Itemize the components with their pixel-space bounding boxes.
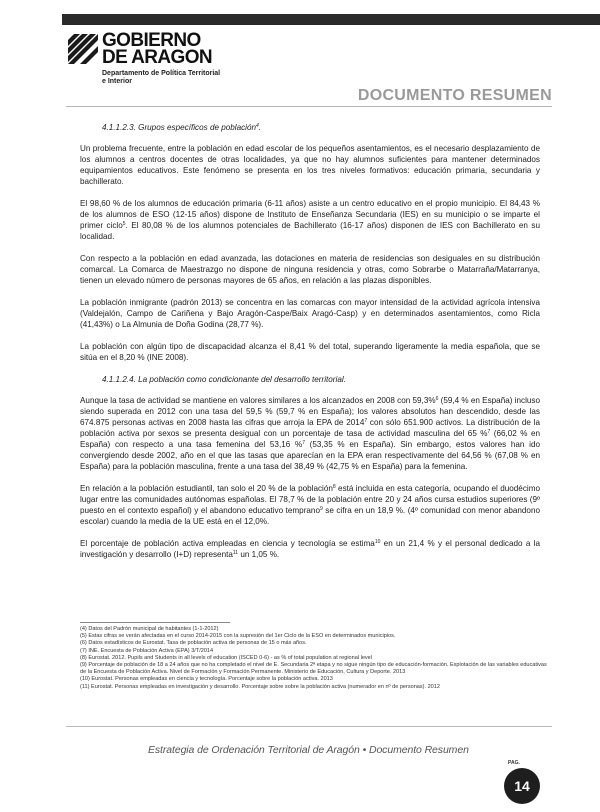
paragraph-disability: La población con algún tipo de discapacidad alcanza el 8,41 % del total, superando ligeramente la media española, que se sitúa en el 8,20 % (INE 2008). <box>80 342 540 362</box>
footer-title: Estrategia de Ordenación Territorial de Aragón • Documento Resumen <box>148 744 469 756</box>
footnote: (7) INE. Encuesta de Población Activa (EPA) 3/T/2014 <box>80 647 214 654</box>
footnote: (4) Datos del Padrón municipal de habitantes (1-1-2012) <box>80 626 219 632</box>
footnote-ref: 11 <box>232 550 239 556</box>
logo-title-line1: GOBIERNO <box>102 30 201 51</box>
paragraph-education-levels: El 98,60 % de los alumnos de educación primaria (6-11 años) asiste a un centro educativo en el propio municipio. El 84,43 % de los alumnos de ESO (12-15 años) dispone de Instituto de Enseñanza Secundaria (IES) en su municipio o se imparte el primer ciclo$^5$. El 80,08 % de los alumnos potenciales de Bachillerato (16-17 años) disponen de IES con Bachillerato en su localidad. <box>80 199 540 241</box>
logo-title-line2: DE ARAGON <box>102 47 213 68</box>
page-label: PAG. <box>508 760 520 766</box>
paragraph-immigrants: La población inmigrante (padrón 2013) se concentra en las comarcas con mayor intensidad de la actividad agrícola intensiva (Valdejalón, Campo de Cariñena y Bajo Aragón-Caspe/Baix Aragó-Casp) y en determinados asentamientos, como Ricla (41,43%) o La Almunia de Doña Godina (28,77 %). <box>80 298 540 329</box>
footnote: (10) Eurostat. Personas empleadas en ciencia y tecnología. Porcentaje sobre la población activa. 2013 <box>80 676 333 683</box>
footnote: (6) Datos estadísticos de Eurostat. Tasa de población activa de personas de 15 o más años. <box>80 640 307 647</box>
paragraph-elderly: Con respecto a la población en edad avanzada, las dotaciones en materia de residencias son desiguales en su distribución comarcal. La Comarca de Maestrazgo no dispone de ninguna residencia y otras, como Sobrarbe o Matarraña/Matarranya, tienen un elevado número de personas mayores de 65 años, en relación a las plazas disponibles. <box>80 254 540 285</box>
paragraph-activity-rate: Aunque la tasa de actividad se mantiene en valores similares a los alcanzados en 2008 con 59,3%$^6$ (59,4 % en España) incluso siendo superada en 2012 con una tasa del 59,5 % (59,7 % en España); los valores absolutos han descendido, desde las 674.875 personas activas en 2008 hasta las cifras que arroja la EPA de 2014$^7$ con sólo 651.900 activos. La distribución de la población activa por sexos se presenta desigual con un porcentaje de tasa de actividad masculina del 65 %$^7$ (66,02 % en España) con respecto a una tasa femenina del 53,16 %$^7$ (53,35 % en España). Sin embargo, estos valores han ido convergiendo desde 2002, año en el que las tasas que aparecían en la EPA eran respectivamente del 64,56 % (67,08 % en España) para la población masculina, frente a una tasa del 38,49 % (42,75 % en España) para la femenina. <box>80 396 540 471</box>
footnote-ref: 6 <box>435 396 439 402</box>
main-content <box>80 122 540 571</box>
footnote-ref: 8 <box>332 484 336 490</box>
footnote: (9) Porcentaje de población de 18 a 24 años que no ha completado el nivel de E. Secundaria 2ª etapa y no sigue ningún tipo de educación-formación. Explotación de las variables educativas de la Encuesta de Población Activa. Nivel de Formación y Formación Permanente. Ministerio de Educación, Cultura y Deporte. 2013 <box>80 662 547 676</box>
footnote-ref: 9 <box>319 506 323 512</box>
document-title: DOCUMENTO RESUMEN <box>357 87 552 104</box>
page-number: 14 <box>504 768 540 804</box>
logo-department-line1: Departamento de Política Territorial <box>102 70 221 77</box>
footnote: (8) Eurostat. 2012. Pupils and Students in all levels of education (ISCED 0-6) - as % of total population at regional level <box>80 654 372 661</box>
logo-department-line2: e Interior <box>102 78 132 85</box>
footnote-ref: 4 <box>256 123 259 129</box>
paragraph-science-tech: El porcentaje de población activa empleadas en ciencia y tecnología se estima$^{10}$ en un 21,4 % y el personal dedicado a la investigación y desarrollo (I+D) representa$^{11}$ un 1,05 %. <box>80 539 540 559</box>
footnote: (5) Estas cifras se verán afectadas en el curso 2014-2015 con la supresión del 1er Ciclo de la ESO en determinados municipios. <box>80 633 396 640</box>
header-divider <box>66 106 552 107</box>
footnotes <box>80 626 550 691</box>
section-heading-development: 4.1.1.2.4. La población como condicionante del desarrollo territorial. <box>102 375 346 384</box>
footnote-divider <box>80 622 230 623</box>
aragon-emblem-icon <box>66 32 100 66</box>
paragraph-students: En relación a la población estudiantil, tan solo el 20 % de la población$^8$ está incluida en esta categoría, ocupando el duodécimo lugar entre las comunidades autónomas españolas. El 78,7 % de la población entre 20 y 24 años cursa estudios superiores (9º puesto en el contexto español) y el abandono educativo temprano$^9$ se cifra en un 18,9 %. (4º comunidad con menor abandono escolar) cuando la media de la UE está en el 12,0%. <box>80 484 540 526</box>
footer-divider <box>66 726 552 727</box>
paragraph-school-travel: Un problema frecuente, entre la población en edad escolar de los pequeños asentamientos, es el necesario desplazamiento de los alumnos a centros docentes de otras localidades, ya que no hay alumnos suficientes para mantener determinados equipamientos educativos. Este fenómeno se presenta en los tres niveles formativos: educación primaria, secundaria y bachillerato. <box>80 144 540 186</box>
footnote: (11) Eurostat. Personas empleadas en investigación y desarrollo. Porcentaje sobre sobre la población activa (numerador en nº de personas). 2012 <box>80 683 440 690</box>
footnote-ref: 7 <box>364 418 368 424</box>
footnote-ref: 5 <box>122 221 126 227</box>
government-logo <box>66 32 226 102</box>
top-bar <box>62 14 600 25</box>
footnote-ref: 10 <box>374 539 381 545</box>
section-heading-groups: 4.1.1.2.3. Grupos específicos de población$^4$. <box>102 123 262 132</box>
footnote-ref: 7 <box>487 429 491 435</box>
footnote-ref: 7 <box>302 440 305 446</box>
